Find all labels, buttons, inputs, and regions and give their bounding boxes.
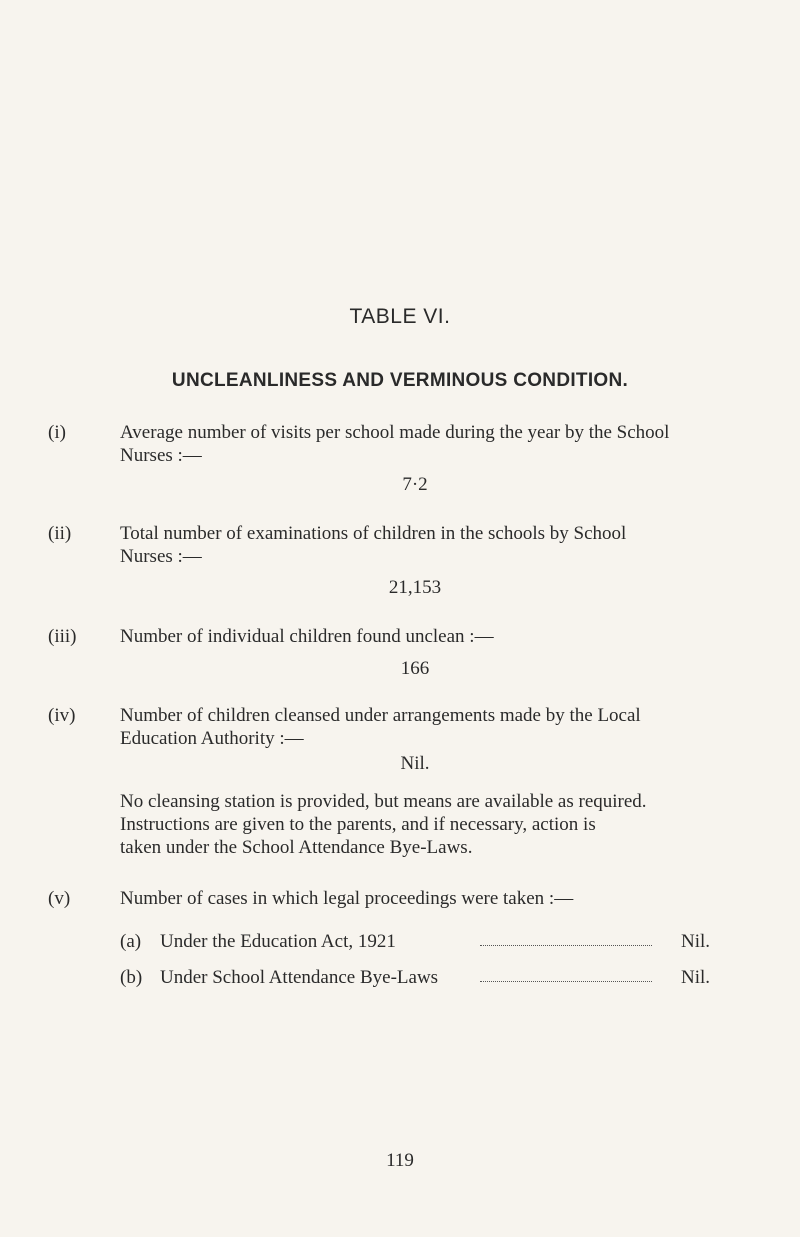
item-text-line: Nurses :— [120, 445, 202, 466]
item-number: (ii) [48, 523, 72, 544]
item-value: 21,153 [388, 577, 442, 598]
note-line: Instructions are given to the parents, and if necessary, action is [120, 814, 596, 835]
subitem-value: Nil. [680, 967, 710, 988]
item-text-line: Number of children cleansed under arrangements made by the Local [120, 705, 641, 726]
item-text-line: Nurses :— [120, 546, 202, 567]
item-number: (i) [48, 422, 66, 443]
item-number: (v) [48, 888, 71, 909]
note-paragraph [120, 790, 710, 859]
item-value: Nil. [400, 753, 430, 774]
dot-leader [480, 981, 652, 982]
item-text-line: Average number of visits per school made during the year by the School [120, 422, 670, 443]
page-number: 119 [386, 1150, 414, 1171]
item-text-line: Total number of examinations of children in the schools by School [120, 523, 627, 544]
subitem-letter: (a) [120, 931, 142, 952]
subitem-value: Nil. [680, 931, 710, 952]
item-number: (iv) [48, 705, 76, 726]
subitem-label: Under School Attendance Bye-Laws [160, 967, 439, 988]
item-value: 166 [400, 658, 430, 679]
item-text-line: Education Authority :— [120, 728, 304, 749]
subitem-letter: (b) [120, 967, 143, 988]
item-value: 7·2 [402, 474, 428, 495]
item-text-line: Number of cases in which legal proceedings were taken :— [120, 888, 574, 909]
table-label: TABLE VI. [349, 305, 451, 328]
note-line: taken under the School Attendance Bye-Laws. [120, 837, 473, 858]
document-title: UNCLEANLINESS AND VERMINOUS CONDITION. [171, 370, 629, 391]
item-text-line: Number of individual children found unclean :— [120, 626, 494, 647]
dot-leader [480, 945, 652, 946]
subitem-label: Under the Education Act, 1921 [160, 931, 396, 952]
item-number: (iii) [48, 626, 77, 647]
note-line: No cleansing station is provided, but means are available as required. [120, 791, 647, 812]
